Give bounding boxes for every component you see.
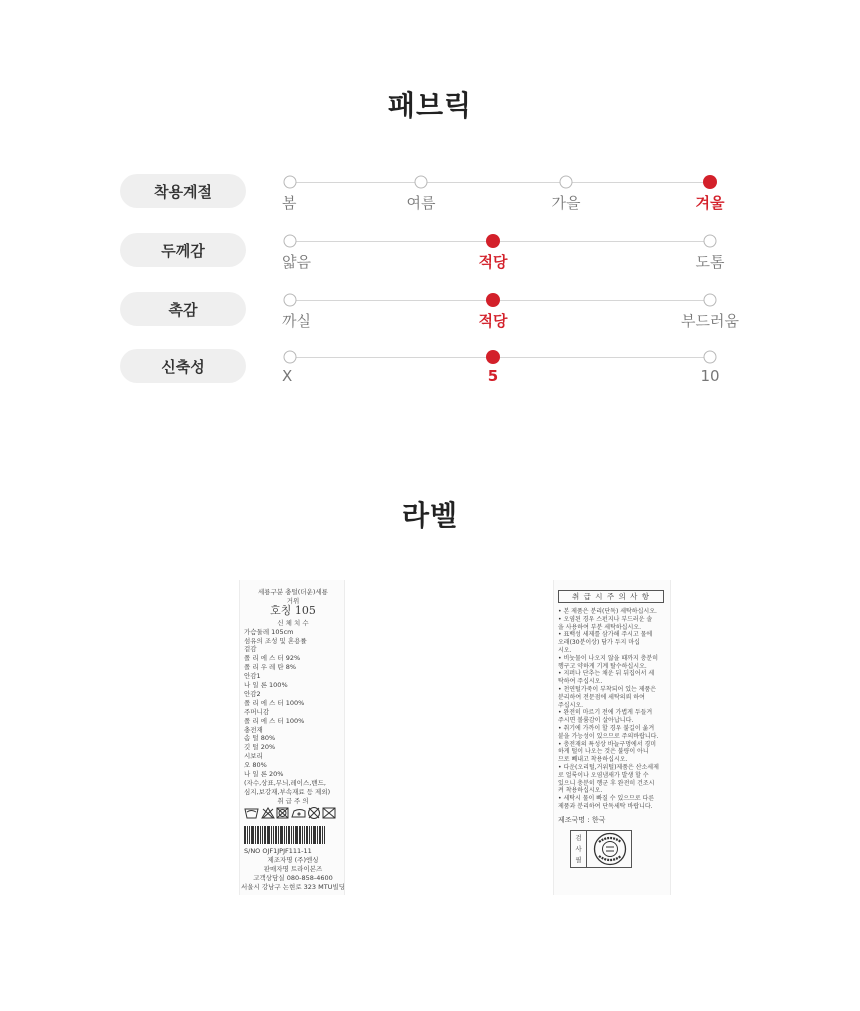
care-label-right-line: 켜 착용하십시오. — [558, 787, 603, 795]
barcode-bar — [291, 826, 292, 844]
rating-dot[interactable] — [704, 351, 717, 364]
fabric-row — [0, 174, 860, 234]
care-label-left-line: 솜 털 80% — [244, 734, 276, 743]
care-label-left-line: 취 급 주 의 — [277, 796, 309, 805]
care-label-left-footer-line: S/NO OJF1JPJF111-11 — [244, 847, 312, 855]
fabric-row-label: 착용계절 — [120, 174, 246, 208]
care-label-right-line: 주십시오. — [558, 701, 584, 709]
care-header-box — [558, 590, 664, 603]
care-label-right-line: • 표백성 세제를 삼가해 주시고 물에 — [558, 631, 653, 639]
care-label-right-line: • 충전재의 특성상 바늘구멍에서 경미 — [558, 740, 657, 748]
care-label-right-line: • 취기에 가까이 할 경우 불길이 옮겨 — [558, 725, 655, 732]
rating-option-label: 도톰 — [695, 253, 725, 271]
rating-option-label: 얇음 — [282, 253, 311, 271]
care-label-right-line: 분리하여 전문점에 세탁의뢰 하여 — [558, 693, 645, 701]
barcode-bar — [311, 826, 312, 844]
care-label-left-footer-line: 서울시 강남구 논현로 323 MTU빌딩 — [240, 883, 346, 891]
care-label-left-line: 호칭 105 — [270, 603, 316, 617]
barcode-bar — [288, 826, 290, 844]
inspection-stamp-icon — [593, 832, 627, 866]
barcode-bar — [273, 826, 274, 844]
barcode-bar — [251, 826, 254, 844]
barcode — [244, 826, 342, 844]
barcode-bar — [264, 826, 266, 844]
care-label-right-line: 붙을 가능성이 있으므로 주의바랍니다. — [558, 732, 659, 740]
fabric-row-label: 두께감 — [120, 233, 246, 267]
care-label-left-line: 안감1 — [244, 672, 261, 681]
barcode-bar — [309, 826, 310, 844]
rating-track — [290, 182, 710, 183]
care-label-right-line: • 지퍼나 단추는 채운 뒤 뒤집어서 세 — [558, 670, 655, 678]
barcode-bar — [313, 826, 316, 844]
rating-dot[interactable] — [415, 176, 428, 189]
barcode-bar — [267, 826, 270, 844]
care-label-left-tag — [239, 580, 345, 895]
care-label-left-line: (자수,상표,무늬,레이스,밴드, — [244, 778, 326, 787]
inspect-char-1: 검 — [575, 833, 582, 842]
care-label-right-line: 있으니 충분히 헹군 후 완전히 건조시 — [558, 779, 655, 787]
care-label-left-line: 시보리 — [244, 752, 263, 761]
care-label-right-line: 므로 빼내고 착용하십시오. — [558, 756, 628, 764]
care-label-left-line: 세룡구분 충털(더운)세룡 — [258, 588, 328, 596]
fabric-row-label: 신축성 — [120, 349, 246, 383]
rating-option-label: 봄 — [282, 194, 297, 212]
care-label-left-line: 폴 리 우 레 탄 8% — [244, 663, 297, 672]
rating-option-label: 적당 — [478, 253, 508, 271]
rating-option-label: 부드러움 — [681, 312, 739, 330]
barcode-bar — [322, 826, 323, 844]
label-section-title: 라벨 — [401, 499, 459, 532]
rating-option-label: 5 — [487, 367, 499, 385]
barcode-bar — [278, 826, 279, 844]
rating-dot[interactable] — [560, 176, 573, 189]
rating-dot[interactable] — [284, 235, 297, 248]
barcode-bar — [304, 826, 305, 844]
care-label-left-line: 가슴둘레 105cm — [244, 627, 294, 636]
rating-option-label: 겨울 — [695, 194, 725, 212]
barcode-bar — [262, 826, 263, 844]
rating-option-label: 적당 — [478, 312, 508, 330]
care-label-left-footer-line: 고객상담실 080-858-4600 — [253, 874, 333, 882]
care-label-left-line: 거위 — [286, 596, 300, 605]
care-label-right-line: 시오. — [558, 647, 572, 654]
barcode-bar — [255, 826, 256, 844]
rating-dot-selected[interactable] — [486, 293, 500, 307]
care-label-left-footer-line: 판매자명 트라이본즈 — [263, 865, 323, 873]
barcode-bar — [299, 826, 301, 844]
care-label-left-line: 주머니감 — [244, 707, 270, 716]
barcode-bar — [324, 826, 325, 844]
care-label-right-line: • 오염된 경우 스펀지나 부드러운 솔 — [558, 615, 653, 623]
origin-country: 제조국명 : 한국 — [558, 816, 606, 824]
care-label-right-line: • 세탁시 물이 빠질 수 있으므로 다른 — [558, 795, 655, 803]
rating-option-label: 여름 — [406, 194, 436, 212]
fabric-row — [0, 233, 860, 293]
care-label-right-tag — [553, 580, 671, 895]
care-label-left-line: 신 체 치 수 — [277, 618, 309, 627]
rating-option-label: X — [282, 367, 293, 385]
barcode-bar — [293, 826, 294, 844]
barcode-bar — [284, 826, 285, 844]
rating-dot-selected[interactable] — [486, 234, 500, 248]
barcode-bar — [257, 826, 259, 844]
barcode-bar — [260, 826, 261, 844]
rating-dot[interactable] — [704, 235, 717, 248]
rating-dot[interactable] — [284, 294, 297, 307]
care-label-left-line: 심지,보강재,부속재료 등 제외) — [244, 787, 331, 796]
rating-track — [290, 357, 710, 358]
care-label-left-line: 깃 털 20% — [244, 743, 276, 752]
inspection-box — [570, 830, 632, 868]
rating-option-label: 10 — [700, 367, 720, 385]
inspect-char-2: 사 — [575, 844, 582, 853]
barcode-bar — [247, 826, 248, 844]
care-label-right-line: 로 얼룩이나 오염냄새가 발생 할 수 — [558, 771, 649, 779]
care-label-right-line: 탁하여 주십시오. — [558, 678, 603, 686]
rating-dot[interactable] — [284, 176, 297, 189]
care-symbols-icon — [244, 806, 342, 820]
care-label-right-line: 헹구고 약하게 기계 탈수하십시오. — [558, 662, 647, 670]
care-label-left-line: 나 일 론 20% — [244, 770, 284, 778]
care-label-left-line: 나 일 론 100% — [244, 681, 288, 689]
care-header: 취 급 시 주 의 사 항 — [571, 591, 651, 601]
barcode-bar — [306, 826, 308, 844]
barcode-bar — [280, 826, 283, 844]
barcode-bar — [319, 826, 321, 844]
care-label-right-line: 주시면 볼륨감이 살아납니다. — [558, 717, 634, 725]
rating-dot-selected[interactable] — [486, 350, 500, 364]
barcode-bar — [271, 826, 272, 844]
care-label-right-line: • 완전히 마르기 전에 가볍게 두들겨 — [558, 709, 653, 717]
rating-track — [290, 300, 710, 301]
rating-dot[interactable] — [704, 294, 717, 307]
barcode-bar — [275, 826, 277, 844]
care-label-left-line: 폴 리 에 스 터 100% — [244, 716, 305, 725]
care-label-left-line: 충전재 — [244, 725, 263, 734]
rating-option-label: 가을 — [551, 194, 581, 212]
barcode-bar — [302, 826, 303, 844]
care-label-right-line: • 비눗물이 나오지 않을 때까지 충분히 — [558, 654, 659, 662]
barcode-bar — [317, 826, 318, 844]
care-label-right-line: 제품과 분리하여 단독세탁 바랍니다. — [558, 803, 653, 810]
inspect-char-3: 필 — [575, 855, 582, 864]
rating-option-label: 까실 — [282, 312, 311, 330]
barcode-bar — [295, 826, 298, 844]
care-label-right-line: • 다운(오리털,거위털)제품은 산소세제 — [558, 764, 659, 771]
care-label-left-line: 폴 리 에 스 터 92% — [244, 654, 301, 663]
care-label-left-line: 안감2 — [244, 689, 261, 698]
barcode-bar — [286, 826, 287, 844]
barcode-bar — [244, 826, 246, 844]
care-label-left-line: 섬유의 조성 및 혼용률 — [244, 636, 307, 645]
care-label-right-line: 을 사용하여 부분 세탁하십시오. — [558, 623, 641, 631]
care-label-left-line: 오 80% — [244, 761, 267, 770]
fabric-section-title: 패브릭 — [387, 89, 473, 122]
barcode-bar — [249, 826, 250, 844]
care-label-left-line: 겉감 — [244, 645, 257, 654]
care-label-left-footer-line: 제조자명 (주)엔싱 — [267, 856, 319, 864]
care-label-right-line: 오래(30분이상) 담가 두지 마십 — [558, 639, 640, 647]
fabric-row — [0, 349, 860, 409]
fabric-row — [0, 292, 860, 352]
care-label-left-line: 폴 리 에 스 터 100% — [244, 698, 305, 707]
fabric-row-label: 촉감 — [120, 292, 246, 326]
care-label-right-line: 하게 털이 나오는 것은 불량이 아니 — [558, 748, 649, 756]
rating-dot-selected[interactable] — [703, 175, 717, 189]
care-label-right-line: • 천연털가죽이 부착되어 있는 제품은 — [558, 686, 657, 693]
rating-dot[interactable] — [284, 351, 297, 364]
care-label-right-line: • 본 제품은 분리(단독) 세탁하십시오. — [558, 608, 657, 615]
rating-track — [290, 241, 710, 242]
